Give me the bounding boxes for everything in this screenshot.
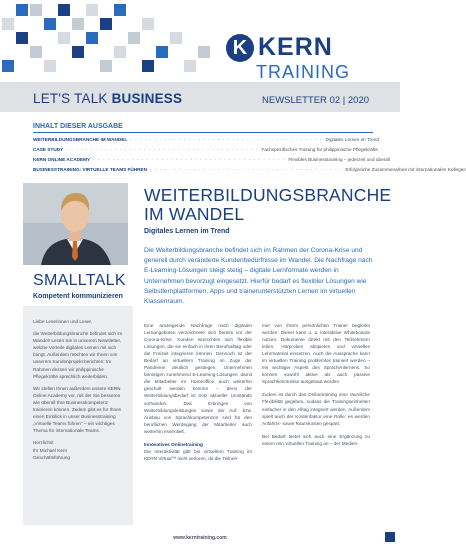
- smalltalk-paragraph: die Weiterbildungsbranche befindet sich im Wandel! Lesen Sie in unserem Newsletter, welche Vorteile digitales Lernen mit sich bringt. Außerdem möchten wir Ihnen von unserem Kundenprojekt berichten: Im Rahmen dessen wir philippinische Pflegekräfte sprachlich weiterbilden.: [33, 331, 123, 379]
- toc-entry: Erfolgreiche Zusammenarbeit mit internationalen Kollegen: [345, 167, 466, 172]
- toc-entry: Flexibles Businesstraining – jederzeit und überall: [288, 157, 390, 162]
- article-subtitle: Digitales Lernen im Trend: [144, 228, 230, 235]
- article-paragraph: Die Interaktivität gibt bei virtuellem Training im KERN Virtual™ nicht verloren, da die Teilneh-: [144, 448, 252, 461]
- title-light: LET'S TALK: [33, 91, 112, 106]
- article-paragraph: Eine ansteigende Nachfrage nach digitalen Lernangeboten verzeichnete sich bereits vor der Corona-Krise: Kunden wünschten sich flexible Lösungen, die sie einfach in ihren Berufsalltag oder die Freizeit integrieren können. Dennoch ist der Bedarf an virtuellem Training im Zuge der Pandemie deutlich gestiegen. Unternehmen benötigen zunehmend E-Learning-Lösungen, damit die Mitarbeiter im Homeoffice auch weiterhin geschult werden können – denn der Weiterbildungsbedarf ist trotz aktueller Umstände vorhanden. Das Erbringen von Weiterbildungsleistungen sowie der Auf- bzw. Ausbau von Sprachkompetenzen sind für den beruflichen Werdegang der Mitarbeiter auch weiterhin essentiell.: [144, 323, 252, 434]
- decorative-square: [86, 4, 98, 16]
- decorative-square: [2, 60, 14, 72]
- footer-url[interactable]: www.kerntraining.com: [173, 535, 227, 541]
- decorative-square: [100, 18, 112, 30]
- title-bold: BUSINESS: [111, 91, 183, 106]
- decorative-square: [142, 60, 154, 72]
- decorative-square: [72, 18, 84, 30]
- decorative-square: [16, 32, 28, 44]
- decorative-square: [72, 46, 84, 58]
- decorative-square: [156, 46, 168, 58]
- decorative-square: [30, 46, 42, 58]
- decorative-square: [114, 4, 126, 16]
- toc-entry: Digitales Lernen im Trend: [325, 137, 379, 142]
- article-column-1: [144, 322, 252, 468]
- decorative-square: [30, 4, 42, 16]
- article-heading: Innovatives Onlinetraining: [144, 441, 203, 447]
- smalltalk-subtitle: Kompetent kommunizieren: [33, 293, 123, 300]
- decorative-square: [44, 60, 56, 72]
- toc-row[interactable]: [33, 135, 379, 145]
- logo-training-text: TRAINING: [256, 62, 351, 82]
- footer-square: [385, 532, 395, 542]
- decorative-square: [58, 4, 70, 16]
- toc-entry: Fachspezifisches Training für philippinische Pflegekräfte: [261, 147, 378, 152]
- decorative-square: [16, 4, 28, 16]
- toc-label: BUSINESSTRAINING: VIRTUELLE TEAMS FÜHREN: [33, 167, 148, 172]
- decorative-square: [86, 32, 98, 44]
- author-photo: [23, 183, 128, 265]
- toc-row[interactable]: [33, 145, 378, 155]
- article-column-2: [262, 322, 370, 453]
- decorative-square: [100, 60, 112, 72]
- toc-row[interactable]: [33, 155, 390, 165]
- portrait-illustration: [23, 183, 128, 265]
- decorative-square: [114, 46, 126, 58]
- toc-row[interactable]: [33, 165, 466, 175]
- decorative-square: [170, 32, 182, 44]
- decorative-square: [184, 60, 196, 72]
- smalltalk-paragraph: Liebe Leserinnen und Leser,: [33, 319, 93, 324]
- toc-leader: - - - - - - - - - - - - - - - - - - - - - - - - - - - - - - - - - - - - - - - -: [150, 167, 343, 172]
- article-paragraph: Zudem ist durch das Onlinetraining eine räumliche Flexibilität gegeben, sodass die Trainingseinheiten einfacher in den Alltag integriert werden. Außerdem spielt auch der Kostenfaktor eine Rolle: es werden Anfahrts- sowie Raumkosten gespart.: [262, 392, 370, 426]
- toc-leader: - - - - - - - - - - - - - - - - - - - - - - - - - - - - - - - - - - - - - - - -: [66, 147, 259, 152]
- logo-kern-text: KERN: [258, 33, 333, 61]
- article-paragraph: mer von ihrem persönlichen Trainer begleitet werden. Dieser kann u. a. interaktive Whiteboards nutzen, Dokumente direkt mit den Teilnehmern teilen, Hörproben abspielen und virtuelles Lehrmaterial einsetzen. Auch die Aussprache kann im virtuellen Training problemlos trainiert werden – ein wichtiger Aspekt des Sprachenlernens. So können sowohl aktive als auch passive Sprachkenntnisse ausgebaut werden.: [262, 323, 370, 385]
- toc-title: INHALT DIESER AUSGABE: [33, 123, 123, 130]
- article-paragraph: Bei Bedarf bietet sich auch eine Ergänzung zu einem rein virtuellen Training an – der Medien-: [262, 433, 370, 446]
- newsletter-issue: NEWSLETTER 02 | 2020: [262, 95, 370, 106]
- header: [0, 0, 400, 82]
- decorative-square: [142, 18, 154, 30]
- article-lead: Die Weiterbildungsbranche befindet sich im Rahmen der Corona-Krise und generell durch veränderte Kundenbedürfnisse im Wandel. Die Nachfrage nach E-Learning-Lösungen steigt stetig – digitale Lernformate werden in Unternehmen bevorzugt eingesetzt. Hierfür bedarf es flexibler Lösungen wie Selbstlernplattformen, Apps und trainerunterstützten Lernen im virtuellen Klassenraum.: [144, 247, 373, 306]
- smalltalk-title: SMALLTALK: [33, 272, 126, 289]
- article-title: WEITERBILDUNGSBRANCHE IM WANDEL: [144, 185, 392, 224]
- toc-divider: [33, 132, 373, 133]
- toc-leader: - - - - - - - - - - - - - - - - - - - - - - - - - - - - - - - - - - - - - - - -: [130, 137, 323, 142]
- logo-letter: K: [232, 37, 248, 59]
- newsletter-title: [33, 91, 182, 106]
- toc-label: CASE STUDY: [33, 147, 64, 152]
- decorative-square: [198, 46, 210, 58]
- toc-leader: - - - - - - - - - - - - - - - - - - - - - - - - - - - - - - - - - - - - - - - -: [93, 157, 286, 162]
- smalltalk-paragraph: Wir stellen Ihnen außerdem unsere KERN Online Academy vor, mit der Sie besseren wie überall Ihre Businesskompetenz trainieren können. Zudem gibt es für Ihnen einen Einblick in unser Businesstraining „Virtuelle Teams führen" – ein wichtiges Thema für internationale Teams.: [33, 385, 122, 434]
- smalltalk-signature: Herzlichst Ihr Michael Kern Geschäftsführung: [33, 440, 71, 460]
- decorative-square: [58, 32, 70, 44]
- decorative-square: [2, 18, 14, 30]
- toc-label: WEITERBILDUNGSBRANCHE IM WANDEL: [33, 137, 128, 142]
- kern-training-logo[interactable]: [226, 32, 351, 82]
- decorative-square: [128, 32, 140, 44]
- smalltalk-text: [33, 318, 125, 466]
- toc-label: KERN ONLINE ACADEMY: [33, 157, 91, 162]
- decorative-square: [44, 18, 56, 30]
